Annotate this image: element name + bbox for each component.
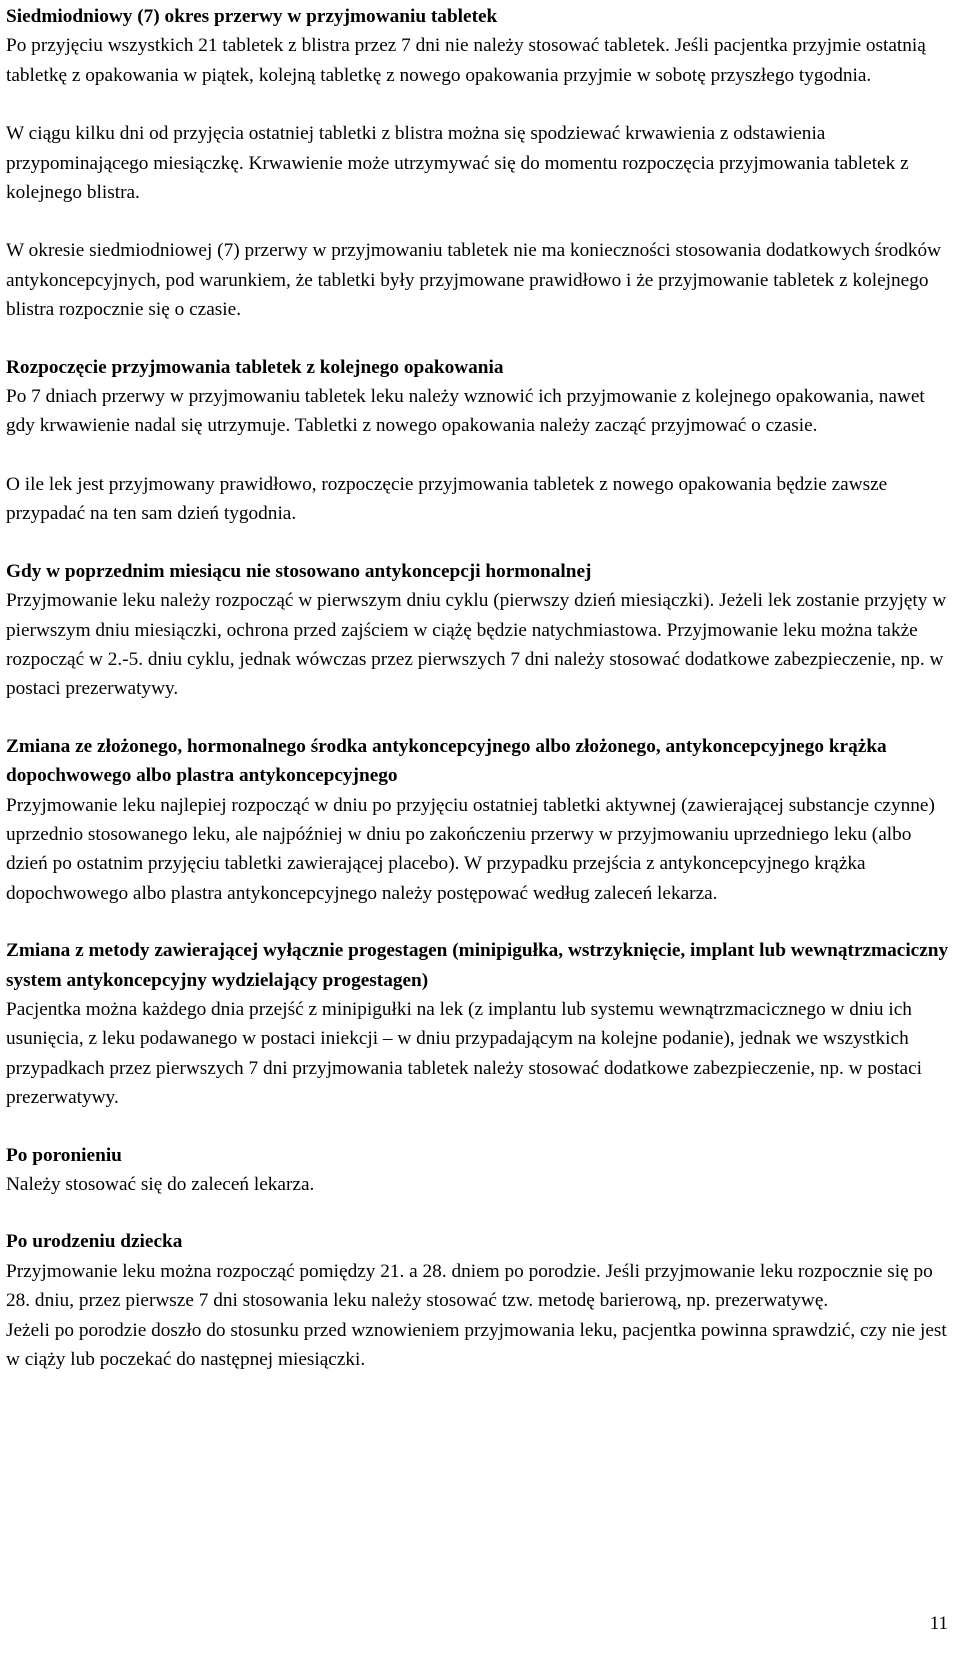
section-heading: Po urodzeniu dziecka <box>6 1231 183 1253</box>
paragraph: Jeżeli po porodzie doszło do stosunku przed wznowieniem przyjmowania leku, pacjentka powinna sprawdzić, czy nie jest w ciąży lub poczekać do następnej miesiączki. <box>6 1319 947 1371</box>
paragraph: W okresie siedmiodniowej (7) przerwy w przyjmowaniu tabletek nie ma konieczności stosowania dodatkowych środków antykoncepcyjnych, pod warunkiem, że tabletki były przyjmowane prawidłowo i że przyjmowanie tabletek z kolejnego blistra rozpocznie się o czasie. <box>6 240 942 321</box>
section-heading: Gdy w poprzednim miesiącu nie stosowano antykoncepcji hormonalnej <box>6 560 592 582</box>
section-switch-combined <box>6 732 950 908</box>
paragraph: Przyjmowanie leku można rozpocząć pomiędzy 21. a 28. dniem po porodzie. Jeśli przyjmowanie leku rozpocznie się po 28. dniu, przez pierwsze 7 dni stosowania leku należy stosować tzw. metodę barierową, np. prezerwatywę. <box>6 1260 933 1312</box>
section-heading: Po poronieniu <box>6 1144 122 1166</box>
paragraph: Należy stosować się do zaleceń lekarza. <box>6 1174 315 1195</box>
section-break-period <box>6 2 950 325</box>
section-next-pack <box>6 353 950 529</box>
section-after-childbirth <box>6 1227 950 1374</box>
section-no-previous-contraception <box>6 557 950 704</box>
paragraph: Po przyjęciu wszystkich 21 tabletek z blistra przez 7 dni nie należy stosować tabletek. Jeśli pacjentka przyjmie ostatnią tabletkę z opakowania w piątek, kolejną tabletkę z nowego opakowania przyjmie w sobotę przyszłego tygodnia. <box>6 35 926 86</box>
paragraph: Po 7 dniach przerwy w przyjmowaniu tabletek leku należy wznowić ich przyjmowanie z kolejnego opakowania, nawet gdy krwawienie nadal się utrzymuje. Tabletki z nowego opakowania należy zacząć przyjmować o czasie. <box>6 386 925 437</box>
section-after-miscarriage <box>6 1141 950 1200</box>
section-heading: Siedmiodniowy (7) okres przerwy w przyjmowaniu tabletek <box>6 6 498 27</box>
page-number: 11 <box>929 1613 948 1634</box>
paragraph: W ciągu kilku dni od przyjęcia ostatniej tabletki z blistra można się spodziewać krwawienia z odstawienia przypominającego miesiączkę. Krwawienie może utrzymywać się do momentu rozpoczęcia przyjmowania tabletek z kolejnego blistra. <box>6 123 909 204</box>
section-heading: Rozpoczęcie przyjmowania tabletek z kolejnego opakowania <box>6 356 504 378</box>
paragraph: Przyjmowanie leku należy rozpocząć w pierwszym dniu cyklu (pierwszy dzień miesiączki). Jeżeli lek zostanie przyjęty w pierwszym dniu miesiączki, ochrona przed zajściem w ciążę będzie natychmiastowa. Przyjmowanie leku można także rozpocząć w 2.-5. dniu cyklu, jednak wówczas przez pierwszych 7 dni należy stosować dodatkowe zabezpieczenie, np. w postaci prezerwatywy. <box>6 590 947 700</box>
paragraph: Pacjentka można każdego dnia przejść z minipigułki na lek (z implantu lub systemu wewnątrzmacicznego w dniu ich usunięcia, z leku podawanego w postaci iniekcji – w dniu przypadającym na kolejne podanie), jednak we wszystkich przypadkach przez pierwszych 7 dni przyjmowania tabletek należy stosować dodatkowe zabezpieczenie, np. w postaci prezerwatywy. <box>6 998 923 1109</box>
document-page <box>6 2 950 1402</box>
section-switch-progestagen <box>6 936 950 1112</box>
section-heading: Zmiana ze złożonego, hormonalnego środka antykoncepcyjnego albo złożonego, antykoncepcyjnego krążka dopochwowego albo plastra antykoncepcyjnego <box>6 735 887 787</box>
paragraph: Przyjmowanie leku najlepiej rozpocząć w dniu po przyjęciu ostatniej tabletki aktywnej (zawierającej substancje czynne) uprzednio stosowanego leku, ale najpóźniej w dniu po zakończeniu przerwy w przyjmowaniu uprzedniego leku (albo dzień po ostatnim przyjęciu tabletki zawierającej placebo). W przypadku przejścia z antykoncepcyjnego krążka dopochwowego albo plastra antykoncepcyjnego należy postępować według zaleceń lekarza. <box>6 794 935 904</box>
section-heading: Zmiana z metody zawierającej wyłącznie progestagen (minipigułka, wstrzyknięcie, implant lub wewnątrzmaciczny system antykoncepcyjny wydzielający progestagen) <box>6 940 949 991</box>
paragraph: O ile lek jest przyjmowany prawidłowo, rozpoczęcie przyjmowania tabletek z nowego opakowania będzie zawsze przypadać na ten sam dzień tygodnia. <box>6 473 888 525</box>
